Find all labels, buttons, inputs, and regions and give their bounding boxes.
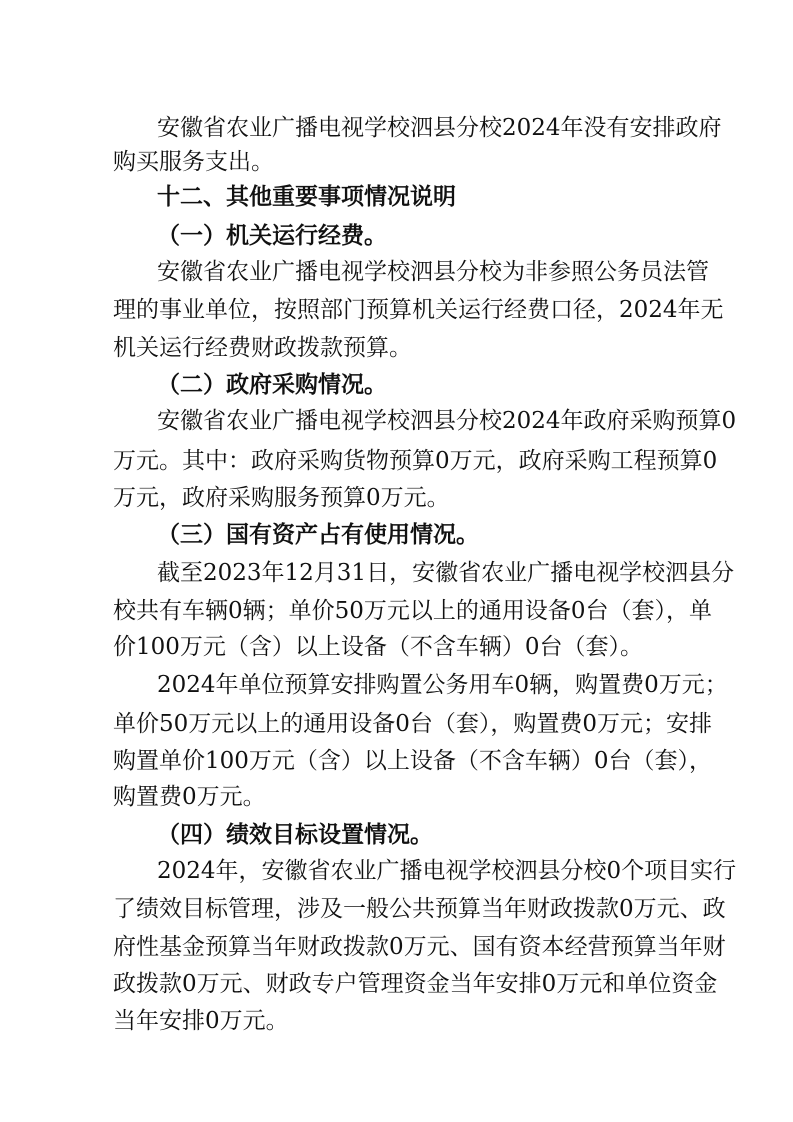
subsection-heading: （四）绩效目标设置情况。 <box>157 822 433 848</box>
body-line: 购买服务支出。 <box>113 149 274 175</box>
subsection-heading: （二）政府采购情况。 <box>157 372 387 398</box>
body-line: 购置费0万元。 <box>113 784 266 810</box>
body-line: 机关运行经费财政拨款预算。 <box>113 335 412 361</box>
subsection-heading: （一）机关运行经费。 <box>157 223 387 249</box>
body-line: 价100万元（含）以上设备（不含车辆）0台（套）。 <box>113 634 644 660</box>
body-line: 理的事业单位，按照部门预算机关运行经费口径，2024年无 <box>113 297 724 323</box>
body-line: 安徽省农业广播电视学校泗县分校2024年政府采购预算0 <box>157 408 737 434</box>
body-line: 校共有车辆0辆；单价50万元以上的通用设备0台（套），单 <box>113 598 713 624</box>
body-line: 当年安排0万元。 <box>113 1008 289 1034</box>
body-line: 2024年单位预算安排购置公务用车0辆，购置费0万元； <box>157 672 728 698</box>
body-line: 安徽省农业广播电视学校泗县分校为非参照公务员法管 <box>157 259 709 285</box>
subsection-heading: （三）国有资产占有使用情况。 <box>157 522 479 548</box>
section-heading: 十二、其他重要事项情况说明 <box>157 184 456 210</box>
body-line: 2024年，安徽省农业广播电视学校泗县分校0个项目实行 <box>157 858 737 884</box>
body-line: 单价50万元以上的通用设备0台（套），购置费0万元；安排 <box>113 711 713 737</box>
body-line: 了绩效目标管理，涉及一般公共预算当年财政拨款0万元、政 <box>113 896 726 922</box>
body-line: 万元。其中：政府采购货物预算0万元，政府采购工程预算0 <box>113 448 718 474</box>
body-line: 截至2023年12月31日，安徽省农业广播电视学校泗县分 <box>157 560 735 586</box>
body-line: 万元，政府采购服务预算0万元。 <box>113 485 450 511</box>
body-line: 政拨款0万元、财政专户管理资金当年安排0万元和单位资金 <box>113 971 718 997</box>
body-line: 安徽省农业广播电视学校泗县分校2024年没有安排政府 <box>157 115 722 141</box>
body-line: 府性基金预算当年财政拨款0万元、国有资本经营预算当年财 <box>113 934 726 960</box>
body-line: 购置单价100万元（含）以上设备（不含车辆）0台（套）， <box>113 748 713 774</box>
